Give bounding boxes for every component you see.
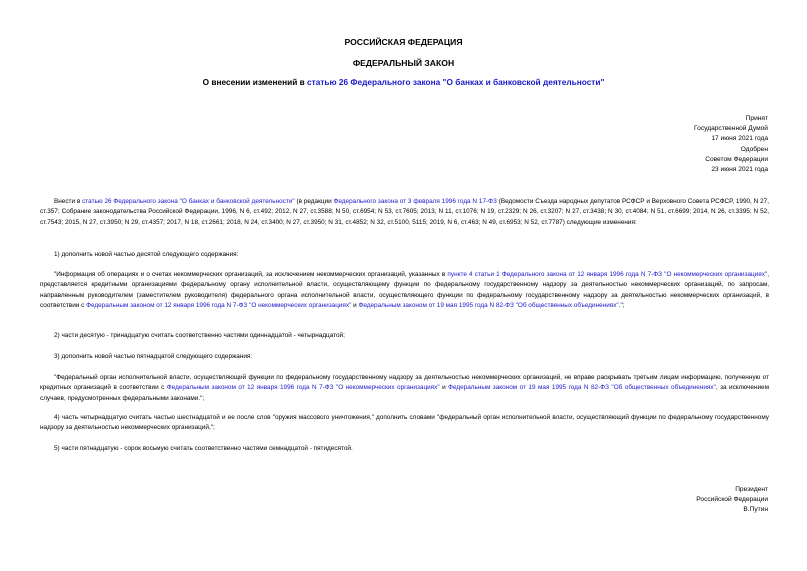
adoption-line: Государственной Думой bbox=[694, 125, 768, 133]
adoption-line: Принят bbox=[745, 115, 768, 122]
item-4: 4) часть четырнадцатую считать частью шестнадцатой и ее после слов "оружия массового уничтожения," дополнить словами "федеральный орган исполнительной власти, осуществляющий функции по федеральному государственному надзору за деятельностью некоммерческих организаций,"; bbox=[40, 414, 769, 432]
country-heading: РОССИЙСКАЯ ФЕДЕРАЦИЯ bbox=[344, 37, 463, 47]
quote-text: "Информация об операциях и о счетах некоммерческих организаций, за исключением некоммерческих организаций, указанных в bbox=[54, 271, 448, 278]
quote-text: ."; bbox=[618, 301, 625, 309]
signature-line: В.Путин bbox=[743, 506, 768, 514]
item-2: 2) части десятую - тринадцатую считать соответственно частями одиннадцатой - четырнадцатой; bbox=[54, 332, 345, 339]
adoption-line: Одобрен bbox=[740, 145, 768, 153]
adoption-line: 23 июня 2021 года bbox=[711, 166, 768, 174]
law-title-link[interactable]: статью 26 Федерального закона "О банках и банковской деятельности" bbox=[307, 77, 605, 87]
item-3: 3) дополнить новой частью пятнадцатой следующего содержания: bbox=[54, 353, 253, 360]
document-type-heading: ФЕДЕРАЛЬНЫЙ ЗАКОН bbox=[352, 58, 455, 68]
item-3-quote bbox=[40, 373, 769, 404]
law-7fz-link[interactable]: Федеральным законом от 12 января 1996 года N 7-ФЗ "О некоммерческих организациях" bbox=[86, 301, 352, 309]
intro-paragraph bbox=[40, 197, 769, 228]
intro-text: Внести в bbox=[54, 198, 83, 205]
adoption-line: Советом Федерации bbox=[705, 155, 768, 163]
item-1-quote bbox=[40, 270, 769, 311]
law-82fz-link[interactable]: Федеральным законом от 19 мая 1995 года N 82-ФЗ "Об общественных объединениях" bbox=[358, 301, 619, 309]
law-17fz-link[interactable]: Федерального закона от 3 февраля 1996 года N 17-ФЗ bbox=[333, 198, 497, 205]
law-7fz-link[interactable]: Федеральным законом от 12 января 1996 года N 7-ФЗ "О некоммерческих организациях" bbox=[166, 384, 440, 392]
quote-text: и bbox=[439, 384, 449, 392]
quote-text: , представляется кредитными организациями федеральному органу исполнительной власти, осуществляющему функции по федеральному государственному надзору за деятельностью некоммерческих организаций, по запросам, направленным руководителем (заместителем руководителя) федерального органа исполнительной власти, осуществляющего функции по федеральному государственному надзору за деятельностью некоммерческих организаций, в соответствии с bbox=[40, 271, 769, 309]
law-82fz-link[interactable]: Федеральным законом от 19 мая 1995 года N 82-ФЗ "Об общественных объединениях" bbox=[448, 384, 716, 392]
adoption-block bbox=[694, 114, 768, 175]
signature-line: Президент bbox=[735, 486, 768, 493]
item-5: 5) части пятнадцатую - сорок восьмую считать соответственно частями семнадцатой - пятидесятой. bbox=[54, 445, 353, 452]
quote-text: , за исключением случаев, предусмотренных федеральными законами."; bbox=[40, 384, 769, 402]
article-26-link[interactable]: статью 26 Федерального закона "О банках и банковской деятельности" bbox=[82, 198, 295, 205]
law-7fz-article-link[interactable]: пункте 4 статьи 1 Федерального закона от 12 января 1996 года N 7-ФЗ "О некоммерческих организациях" bbox=[447, 271, 768, 278]
law-title-prefix: О внесении изменений в bbox=[202, 77, 308, 87]
quote-text: и bbox=[351, 301, 359, 309]
law-title bbox=[0, 77, 807, 87]
signature-block bbox=[696, 485, 768, 516]
item-1: 1) дополнить новой частью десятой следующего содержания: bbox=[54, 251, 239, 258]
signature-line: Российской Федерации bbox=[696, 496, 768, 504]
quote-text: "Федеральный орган исполнительной власти, осуществляющий функции по федеральному государственному надзору за деятельностью некоммерческих организаций, не вправе раскрывать третьим лицам информацию, полученную от кредитных организаций в соответствии с bbox=[40, 374, 769, 392]
adoption-line: 17 июня 2021 года bbox=[711, 135, 768, 143]
intro-text: (Ведомости Съезда народных депутатов РСФСР и Верховного Совета РСФСР, 1990, N 27, ст.357; Собрание законодательства Российской Федерации, 1996, N 6, ст.492; 2012, N 27, ст.3588; N 50, ст.6954; N 53, ст.7605; 2013, N 11, ст.1076; N 19, ст.2329; N 26, ст.3207; N 27, ст.3438; N 30, ст.4084; N 51, ст.6699; 2014, N 26, ст.3395; N 52, ст.7543; 2015, N 27, ст.3950; N 29, ст.4357; 2017, N 18, ст.2661; 2018, N 24, ст.3400; N 27, ст.3950; N 31, ст.4852; N 32, ст.5100, 5115; 2019, N 6, ст.463; N 49, ст.6953; N 52, ст.7787) следующие изменения: bbox=[40, 198, 769, 226]
intro-text: (в редакции bbox=[294, 198, 334, 205]
